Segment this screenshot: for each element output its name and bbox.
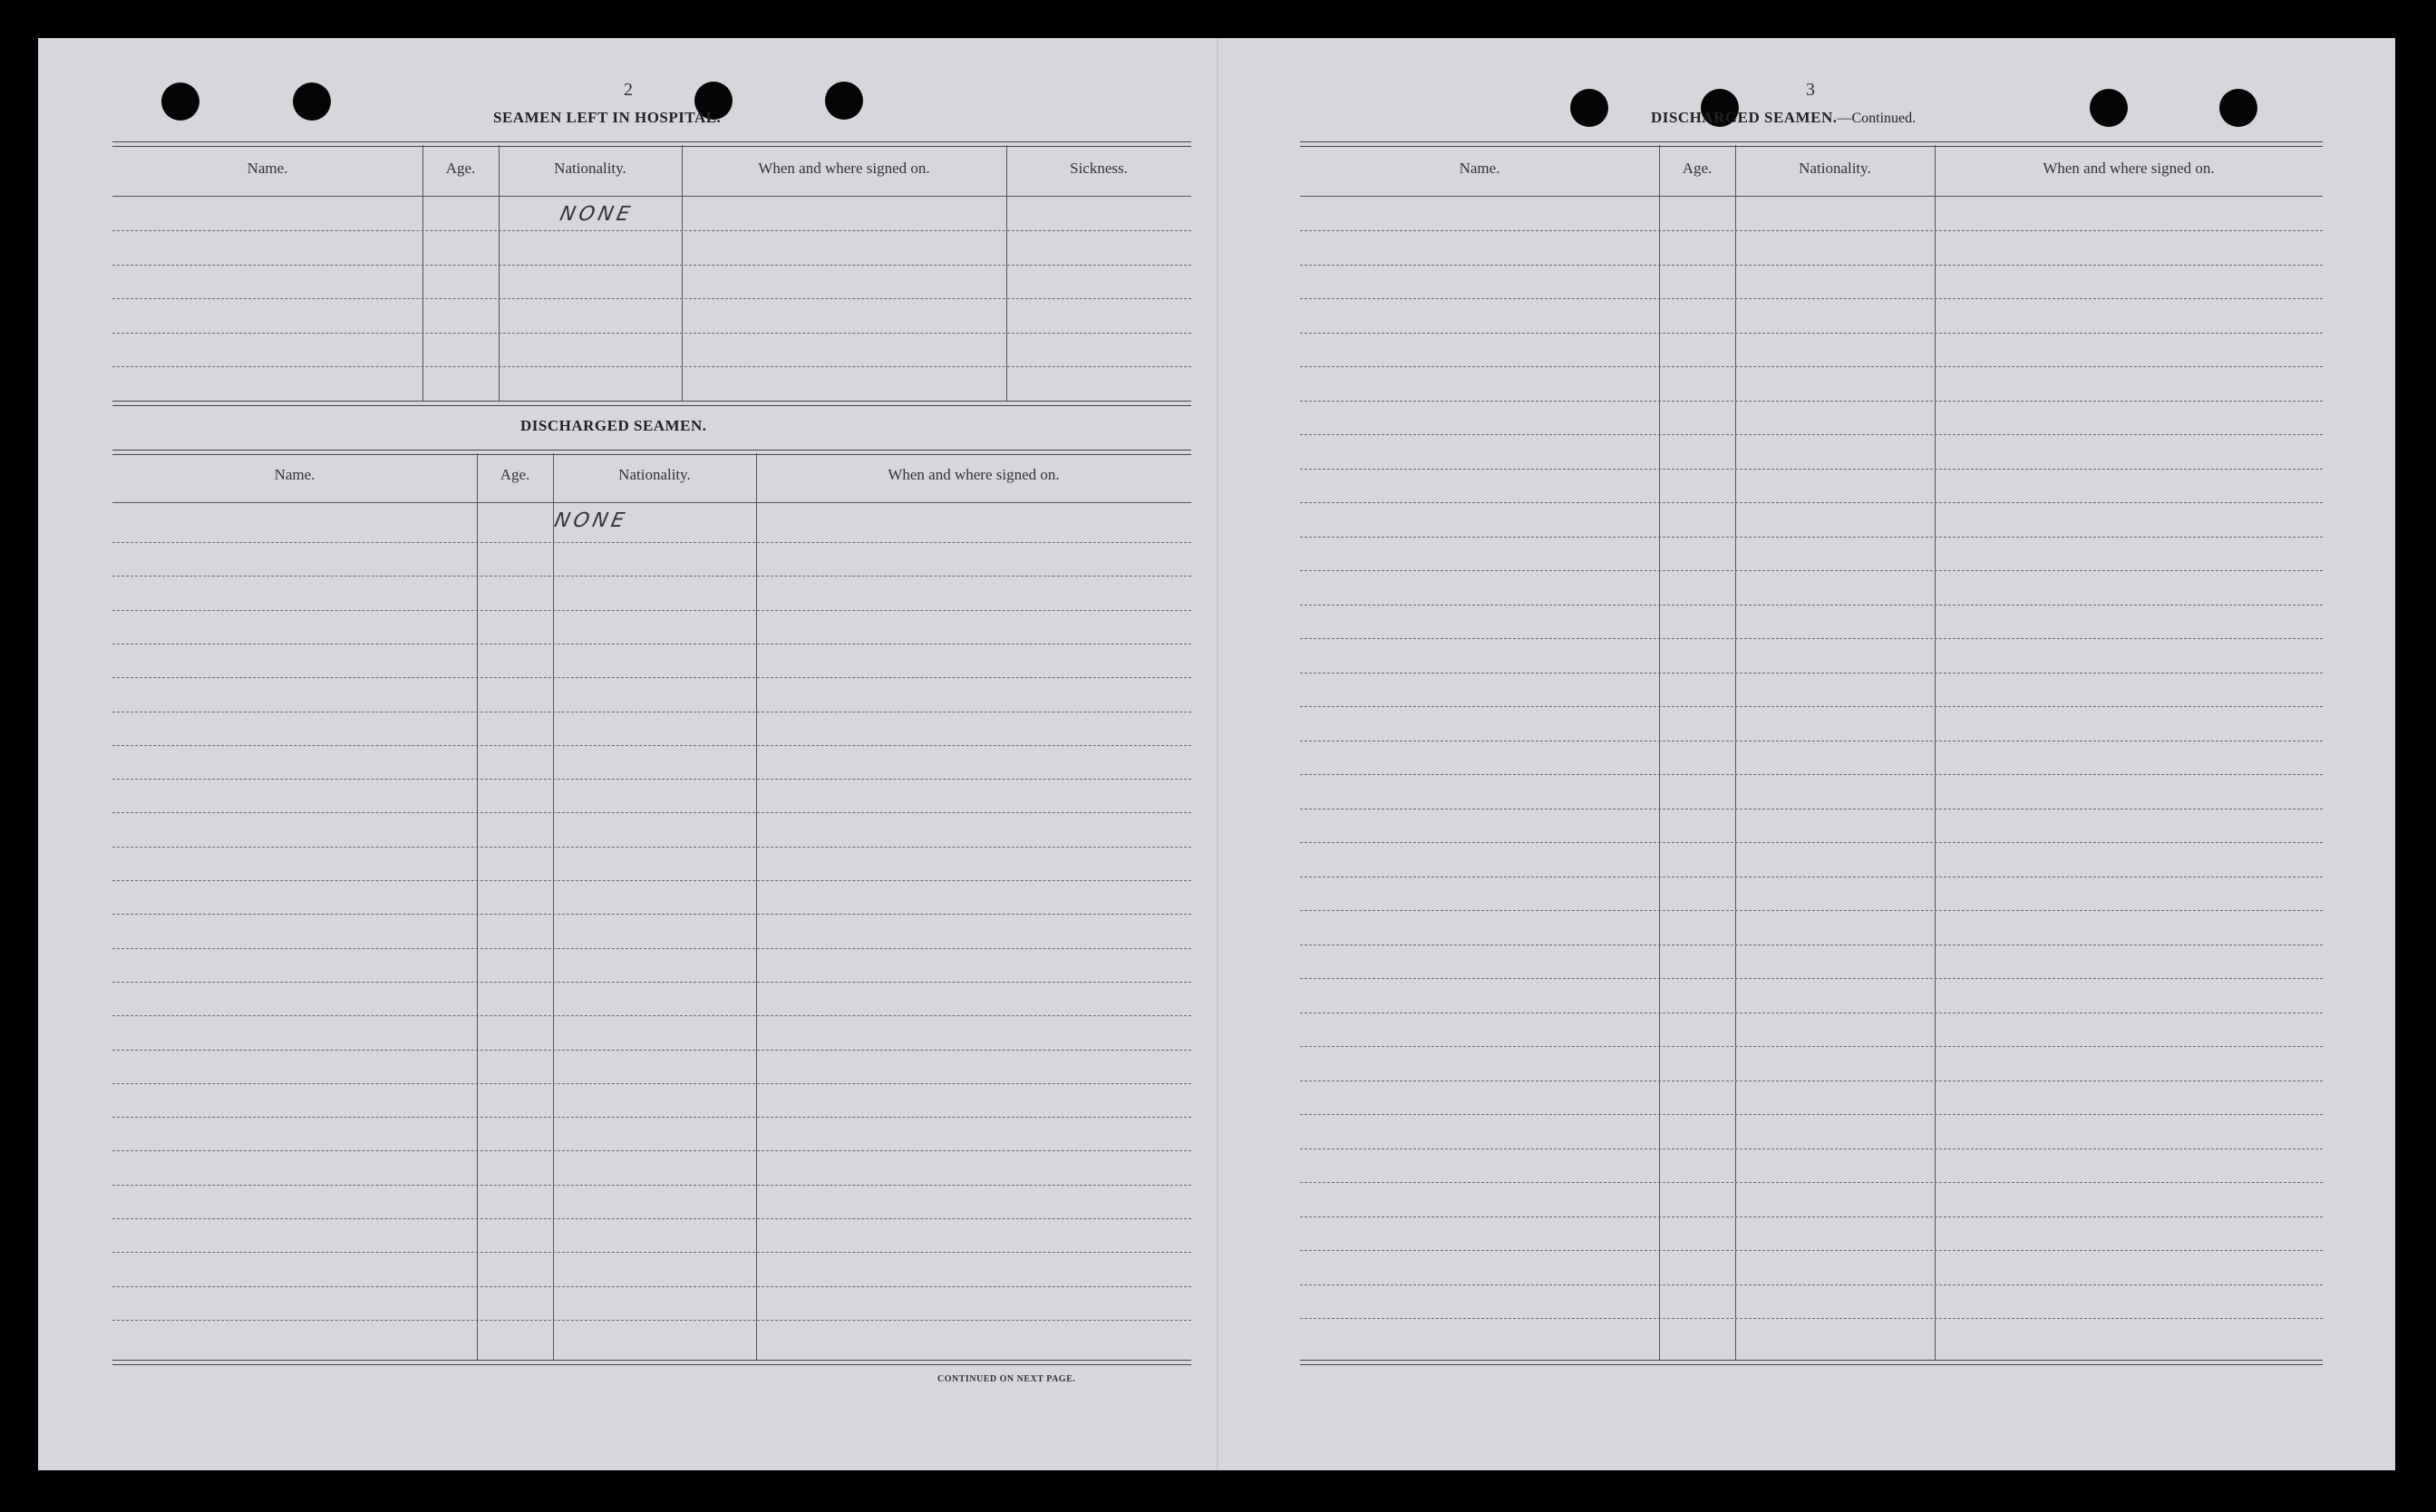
document-sheet	[38, 38, 2395, 1470]
row-rule	[112, 542, 1191, 543]
punch-hole	[1570, 89, 1608, 127]
row-rule	[1300, 298, 2323, 299]
column-header: Age.	[500, 466, 530, 483]
row-rule	[1300, 333, 2323, 334]
row-rule	[112, 610, 1191, 611]
row-rule	[1300, 502, 2323, 503]
row-rule	[112, 230, 1191, 231]
table-bottom-rule	[112, 401, 1191, 406]
row-rule	[112, 914, 1191, 915]
row-rule	[112, 265, 1191, 266]
row-rule	[1300, 570, 2323, 571]
row-rule	[1300, 1114, 2323, 1115]
row-rule	[112, 779, 1191, 780]
row-rule	[112, 1083, 1191, 1084]
row-rule	[1300, 265, 2323, 266]
row-rule	[1300, 1250, 2323, 1251]
row-rule	[112, 366, 1191, 367]
row-rule	[112, 847, 1191, 848]
row-rule	[1300, 1216, 2323, 1217]
page-fold	[1217, 38, 1218, 1470]
row-rule	[112, 1218, 1191, 1219]
row-rule	[112, 298, 1191, 299]
header-underline	[112, 502, 1191, 503]
column-header: Name.	[247, 160, 288, 177]
title-text: DISCHARGED SEAMEN.	[1651, 109, 1838, 126]
row-rule	[1300, 605, 2323, 606]
row-rule	[112, 982, 1191, 983]
row-rule	[1300, 1182, 2323, 1183]
row-rule	[112, 333, 1191, 334]
table-top-rule	[112, 141, 1191, 147]
header-underline	[112, 196, 1191, 197]
column-header: When and where signed on.	[2043, 160, 2215, 177]
row-rule	[112, 948, 1191, 949]
row-rule	[112, 745, 1191, 746]
column-header: Name.	[1459, 160, 1500, 177]
column-divider	[553, 453, 554, 1360]
column-divider	[1735, 145, 1736, 1360]
discharged-section-title: DISCHARGED SEAMEN.	[520, 417, 707, 434]
table-bottom-rule	[112, 1360, 1191, 1365]
row-rule	[1300, 706, 2323, 707]
hospital-section-title: SEAMEN LEFT IN HOSPITAL.	[493, 109, 722, 126]
column-header: Nationality.	[1799, 160, 1871, 177]
row-rule	[1300, 1284, 2323, 1285]
punch-hole	[161, 82, 199, 121]
punch-hole	[2219, 89, 2257, 127]
column-divider	[682, 145, 683, 401]
table-top-rule	[1300, 141, 2323, 147]
row-rule	[1300, 673, 2323, 674]
column-divider	[1935, 145, 1936, 1360]
row-rule	[1300, 537, 2323, 538]
column-divider	[1659, 145, 1660, 1360]
row-rule	[112, 576, 1191, 577]
row-rule	[1300, 230, 2323, 231]
table-top-rule	[112, 450, 1191, 455]
column-header: Sickness.	[1070, 160, 1128, 177]
handwritten-entry-none: NONE	[552, 509, 630, 532]
column-header: Nationality.	[554, 160, 626, 177]
row-rule	[112, 1185, 1191, 1186]
row-rule	[112, 677, 1191, 678]
header-underline	[1300, 196, 2323, 197]
row-rule	[1300, 469, 2323, 470]
handwritten-entry-none: NONE	[558, 203, 636, 226]
column-header: Name.	[274, 466, 315, 483]
row-rule	[112, 644, 1191, 645]
column-header: When and where signed on.	[758, 160, 930, 177]
row-rule	[1300, 978, 2323, 979]
column-divider	[422, 145, 423, 401]
row-rule	[112, 1050, 1191, 1051]
row-rule	[1300, 1046, 2323, 1047]
page-number-right: 3	[1806, 80, 1815, 100]
row-rule	[1300, 774, 2323, 775]
row-rule	[112, 812, 1191, 813]
row-rule	[112, 1252, 1191, 1253]
column-divider	[756, 453, 757, 1360]
column-header: Age.	[1682, 160, 1713, 177]
column-divider	[1006, 145, 1007, 401]
row-rule	[1300, 366, 2323, 367]
row-rule	[1300, 401, 2323, 402]
column-header: Age.	[445, 160, 476, 177]
row-rule	[112, 880, 1191, 881]
row-rule	[1300, 638, 2323, 639]
column-divider	[499, 145, 500, 401]
discharged-continued-title	[1651, 109, 1916, 127]
column-divider	[477, 453, 478, 1360]
punch-hole	[293, 82, 331, 121]
title-suffix: —Continued.	[1837, 111, 1917, 126]
row-rule	[112, 1320, 1191, 1321]
row-rule	[1300, 842, 2323, 843]
row-rule	[112, 1015, 1191, 1016]
continued-footer: CONTINUED ON NEXT PAGE.	[937, 1374, 1076, 1384]
punch-hole	[2090, 89, 2128, 127]
row-rule	[112, 1117, 1191, 1118]
row-rule	[1300, 1318, 2323, 1319]
row-rule	[112, 1286, 1191, 1287]
column-header: When and where signed on.	[888, 466, 1060, 483]
punch-hole	[825, 82, 863, 120]
row-rule	[112, 1150, 1191, 1151]
page-number-left: 2	[624, 80, 633, 100]
row-rule	[1300, 910, 2323, 911]
table-bottom-rule	[1300, 1360, 2323, 1365]
row-rule	[1300, 434, 2323, 435]
column-header: Nationality.	[618, 466, 691, 483]
